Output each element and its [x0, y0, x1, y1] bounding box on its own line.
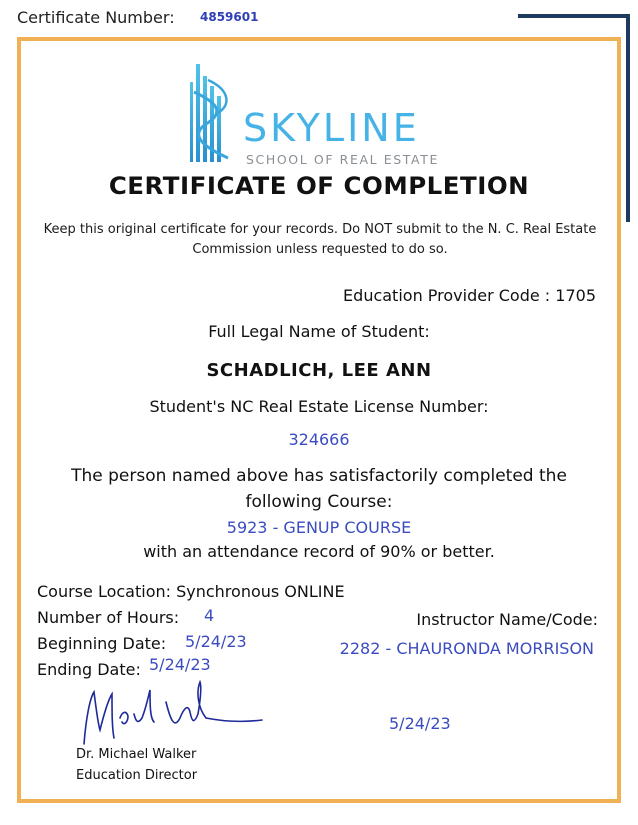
- instructor-value: 2282 - CHAURONDA MORRISON: [339, 639, 594, 658]
- completion-statement: The person named above has satisfactorily completed the following Course:: [71, 466, 567, 512]
- certificate-number-label: Certificate Number:: [17, 8, 175, 27]
- student-name-label: Full Legal Name of Student:: [208, 322, 430, 341]
- corner-decoration-top: [518, 14, 630, 18]
- brand-name: SKYLINE: [243, 106, 420, 150]
- student-name: SCHADLICH, LEE ANN: [206, 360, 432, 381]
- course-location: Course Location: Synchronous ONLINE: [37, 582, 345, 601]
- beginning-date-value: 5/24/23: [185, 632, 247, 651]
- provider-code: Education Provider Code : 1705: [343, 286, 596, 305]
- ending-date-value: 5/24/23: [149, 655, 211, 674]
- brand-subtitle: SCHOOL OF REAL ESTATE: [246, 152, 439, 167]
- signature-image: [76, 678, 266, 750]
- hours-label: Number of Hours:: [37, 608, 180, 627]
- signer-title: Education Director: [76, 768, 198, 783]
- license-number: 324666: [288, 430, 350, 449]
- instructor-label: Instructor Name/Code:: [416, 610, 598, 629]
- certificate-number: 4859601: [200, 10, 259, 24]
- certificate-title: CERTIFICATE OF COMPLETION: [108, 172, 530, 200]
- course-name: 5923 - GENUP COURSE: [226, 518, 412, 537]
- beginning-date-label: Beginning Date:: [37, 634, 167, 653]
- license-number-label: Student's NC Real Estate License Number:: [149, 397, 489, 416]
- attendance-statement: with an attendance record of 90% or better.: [143, 542, 495, 561]
- ending-date-label: Ending Date:: [37, 660, 141, 679]
- signer-name: Dr. Michael Walker: [76, 747, 197, 762]
- hours-value: 4: [204, 606, 215, 625]
- notice-text: Keep this original certificate for your records. Do NOT submit to the N. C. Real Estate Commission unless requested to do so.: [43, 222, 597, 257]
- signature-date: 5/24/23: [389, 714, 451, 733]
